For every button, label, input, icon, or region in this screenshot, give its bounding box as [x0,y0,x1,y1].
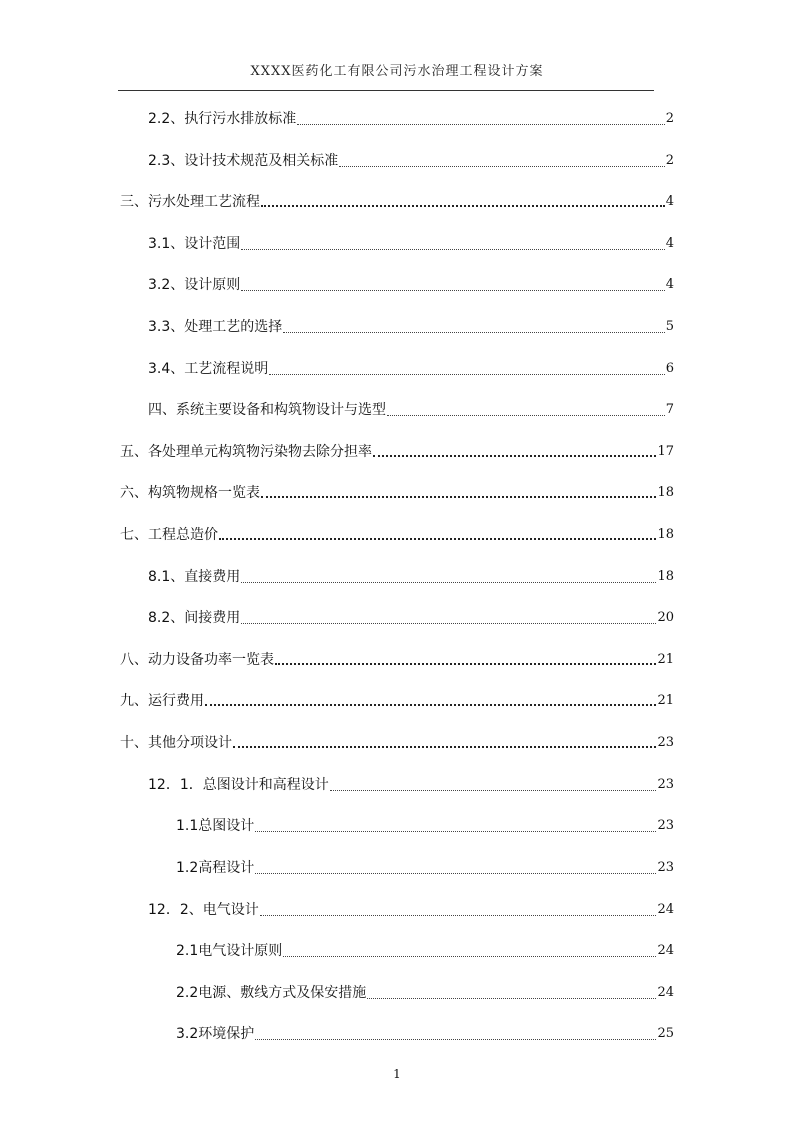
toc-entry[interactable] [148,106,674,128]
toc-entry-label: 3.1、设计范围 [148,236,241,252]
toc-leader-dots [283,332,664,333]
toc-entry-page: 6 [665,361,674,376]
toc-entry[interactable] [148,397,674,419]
toc-entry-label: 2.2、执行污水排放标准 [148,111,297,127]
toc-entry[interactable] [148,564,674,586]
toc-entry-label: 1.2高程设计 [176,860,255,876]
toc-leader-dots [261,205,665,207]
toc-entry-label: 十、其他分项设计 [120,735,232,751]
toc-entry-label: 3.2、设计原则 [148,277,241,293]
toc-entry[interactable] [120,189,674,211]
toc-entry[interactable] [148,231,674,253]
toc-entry-page: 23 [657,818,674,833]
toc-entry-page: 24 [657,985,674,1000]
toc-leader-dots [255,831,656,832]
toc-leader-dots [241,249,664,250]
toc-entry-page: 5 [665,319,674,334]
toc-leader-dots [233,746,656,748]
toc-entry[interactable] [120,522,674,544]
toc-leader-dots [269,374,664,375]
toc-leader-dots [387,415,665,416]
page-number: 1 [393,1067,401,1081]
toc-entry-page: 21 [657,652,674,667]
toc-entry-label: 九、运行费用 [120,693,204,709]
toc-entry-label: 8.1、直接费用 [148,569,241,585]
toc-entry-label: 八、动力设备功率一览表 [120,652,274,668]
toc-entry-label: 三、污水处理工艺流程 [120,194,260,210]
toc-entry-page: 7 [665,402,674,417]
toc-entry-label: 2.1电气设计原则 [176,943,283,959]
toc-leader-dots [255,873,656,874]
toc-leader-dots [339,166,664,167]
toc-entry-label: 2.2电源、敷线方式及保安措施 [176,985,367,1001]
toc-entry-label: 四、系统主要设备和构筑物设计与选型 [148,402,386,418]
toc-leader-dots [241,623,656,624]
toc-entry-page: 20 [657,610,674,625]
toc-entry[interactable] [176,855,674,877]
toc-leader-dots [297,124,664,125]
toc-entry-page: 4 [665,236,674,251]
toc-entry[interactable] [176,813,674,835]
toc-leader-dots [367,998,656,999]
toc-entry-label: 五、各处理单元构筑物污染物去除分担率 [120,444,372,460]
toc-entry[interactable] [148,897,674,919]
toc-entry-page: 2 [665,111,674,126]
toc-entry[interactable] [120,688,674,710]
toc-leader-dots [255,1039,656,1040]
toc-leader-dots [261,496,656,498]
toc-entry-label: 3.2环境保护 [176,1026,255,1042]
toc-entry-page: 4 [665,277,674,292]
toc-entry[interactable] [148,772,674,794]
toc-entry[interactable] [176,938,674,960]
toc-entry[interactable] [120,647,674,669]
toc-leader-dots [260,915,657,916]
toc-leader-dots [373,455,656,457]
toc-entry[interactable] [120,480,674,502]
toc-entry-page: 23 [657,860,674,875]
toc-entry-label: 3.3、处理工艺的选择 [148,319,283,335]
toc-entry-label: 2.3、设计技术规范及相关标准 [148,153,339,169]
toc-leader-dots [241,290,664,291]
toc-entry-page: 21 [657,693,674,708]
toc-entry[interactable] [148,148,674,170]
toc-leader-dots [219,538,656,540]
toc-leader-dots [275,663,656,665]
toc-entry[interactable] [176,1021,674,1043]
toc-entry-page: 18 [657,485,674,500]
toc-entry-page: 17 [657,444,674,459]
toc-entry-label: 8.2、间接费用 [148,610,241,626]
toc-entry-page: 4 [665,194,674,209]
toc-entry-page: 2 [665,153,674,168]
toc-entry-page: 24 [657,943,674,958]
toc-entry-label: 六、构筑物规格一览表 [120,485,260,501]
toc-entry-page: 24 [657,902,674,917]
toc-entry-label: 3.4、工艺流程说明 [148,361,269,377]
toc-entry-page: 18 [657,569,674,584]
toc-entry-page: 23 [657,777,674,792]
toc-entry-page: 25 [657,1026,674,1041]
toc-entry-page: 23 [657,735,674,750]
toc-entry-label: 12．2、电气设计 [148,902,259,918]
toc-leader-dots [205,704,656,706]
toc-entry-label: 12．1．总图设计和高程设计 [148,777,329,793]
toc-leader-dots [330,790,657,791]
toc-entry-label: 1.1总图设计 [176,818,255,834]
toc-entry-page: 18 [657,527,674,542]
toc-entry[interactable] [148,605,674,627]
document-header-title: XXXX医药化工有限公司污水治理工程设计方案 [250,64,544,79]
toc-entry[interactable] [148,356,674,378]
toc-entry[interactable] [120,730,674,752]
toc-entry[interactable] [120,439,674,461]
toc-entry[interactable] [176,980,674,1002]
toc-entry[interactable] [148,272,674,294]
toc-entry-label: 七、工程总造价 [120,527,218,543]
toc-leader-dots [241,582,656,583]
toc-leader-dots [283,956,656,957]
toc-entry[interactable] [148,314,674,336]
